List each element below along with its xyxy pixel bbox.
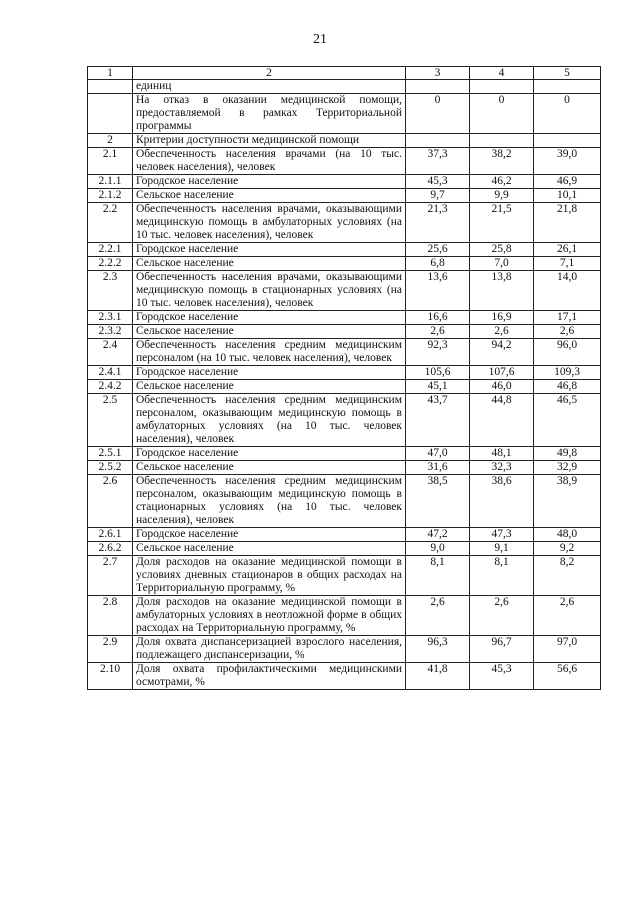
value-col3-cell: 31,6 — [406, 461, 470, 475]
indicator-name-cell: Обеспеченность населения врачами (на 10 тыс. человек населения), человек — [133, 148, 406, 175]
indicator-name-cell: Сельское население — [133, 542, 406, 556]
value-col4-cell: 47,3 — [470, 528, 534, 542]
header-cell-1: 1 — [88, 67, 133, 80]
value-col3-cell: 21,3 — [406, 203, 470, 243]
indicator-name-cell: Обеспеченность населения врачами, оказывающими медицинскую помощь в стационарных условиях (на 10 тыс. человек населения), человек — [133, 271, 406, 311]
row-number-cell: 2.10 — [88, 663, 133, 690]
table-row — [88, 257, 601, 271]
value-col3-cell: 105,6 — [406, 366, 470, 380]
header-cell-3: 3 — [406, 67, 470, 80]
page-number: 21 — [313, 32, 327, 47]
table-row — [88, 663, 601, 690]
indicator-name-cell: Городское население — [133, 366, 406, 380]
value-col3-cell: 38,5 — [406, 475, 470, 528]
table-row — [88, 636, 601, 663]
value-col4-cell: 9,1 — [470, 542, 534, 556]
indicator-name-cell: Критерии доступности медицинской помощи — [133, 134, 406, 148]
row-number-cell: 2.5.1 — [88, 447, 133, 461]
value-col3-cell: 16,6 — [406, 311, 470, 325]
indicator-name-cell: Доля расходов на оказание медицинской помощи в условиях дневных стационаров в общих расходах на Территориальную программу, % — [133, 556, 406, 596]
table-row — [88, 556, 601, 596]
row-number-cell — [88, 80, 133, 94]
table-row — [88, 394, 601, 447]
value-col4-cell: 94,2 — [470, 339, 534, 366]
indicator-name-cell: Городское население — [133, 311, 406, 325]
value-col3-cell — [406, 134, 470, 148]
indicator-name-cell: Обеспеченность населения средним медицинским персоналом, оказывающим медицинскую помощь в стационарных условиях (на 10 тыс. человек населения), человек — [133, 475, 406, 528]
value-col5-cell: 21,8 — [534, 203, 601, 243]
header-cell-2: 2 — [133, 67, 406, 80]
table-row — [88, 134, 601, 148]
value-col3-cell: 8,1 — [406, 556, 470, 596]
value-col3-cell: 47,2 — [406, 528, 470, 542]
value-col3-cell: 25,6 — [406, 243, 470, 257]
value-col4-cell: 13,8 — [470, 271, 534, 311]
indicator-name-cell: Городское население — [133, 528, 406, 542]
value-col5-cell — [534, 134, 601, 148]
value-col4-cell: 7,0 — [470, 257, 534, 271]
value-col3-cell: 9,0 — [406, 542, 470, 556]
indicator-name-cell: Городское население — [133, 243, 406, 257]
value-col4-cell: 48,1 — [470, 447, 534, 461]
value-col5-cell: 7,1 — [534, 257, 601, 271]
row-number-cell: 2.6.1 — [88, 528, 133, 542]
row-number-cell: 2.3.1 — [88, 311, 133, 325]
value-col4-cell — [470, 134, 534, 148]
table-row — [88, 148, 601, 175]
table-row — [88, 325, 601, 339]
value-col4-cell: 9,9 — [470, 189, 534, 203]
value-col5-cell — [534, 80, 601, 94]
row-number-cell: 2.5 — [88, 394, 133, 447]
value-col5-cell: 2,6 — [534, 596, 601, 636]
value-col3-cell: 0 — [406, 94, 470, 134]
table-row — [88, 203, 601, 243]
table-row — [88, 366, 601, 380]
table-row — [88, 542, 601, 556]
value-col5-cell: 17,1 — [534, 311, 601, 325]
value-col3-cell: 45,1 — [406, 380, 470, 394]
row-number-cell — [88, 94, 133, 134]
indicator-name-cell: Сельское население — [133, 325, 406, 339]
row-number-cell: 2.8 — [88, 596, 133, 636]
table-row — [88, 243, 601, 257]
value-col3-cell: 2,6 — [406, 596, 470, 636]
value-col3-cell: 9,7 — [406, 189, 470, 203]
value-col4-cell: 8,1 — [470, 556, 534, 596]
value-col5-cell: 49,8 — [534, 447, 601, 461]
value-col5-cell: 97,0 — [534, 636, 601, 663]
value-col3-cell: 37,3 — [406, 148, 470, 175]
value-col5-cell: 9,2 — [534, 542, 601, 556]
value-col5-cell: 32,9 — [534, 461, 601, 475]
value-col4-cell: 32,3 — [470, 461, 534, 475]
row-number-cell: 2.7 — [88, 556, 133, 596]
value-col4-cell — [470, 80, 534, 94]
indicator-name-cell: Сельское население — [133, 189, 406, 203]
value-col4-cell: 2,6 — [470, 596, 534, 636]
value-col3-cell — [406, 80, 470, 94]
value-col3-cell: 13,6 — [406, 271, 470, 311]
value-col3-cell: 96,3 — [406, 636, 470, 663]
row-number-cell: 2.1 — [88, 148, 133, 175]
value-col4-cell: 46,0 — [470, 380, 534, 394]
criteria-table — [87, 66, 601, 690]
table-row — [88, 461, 601, 475]
row-number-cell: 2.6 — [88, 475, 133, 528]
value-col3-cell: 6,8 — [406, 257, 470, 271]
table-row — [88, 528, 601, 542]
value-col3-cell: 43,7 — [406, 394, 470, 447]
value-col5-cell: 8,2 — [534, 556, 601, 596]
table-row — [88, 447, 601, 461]
table-row — [88, 271, 601, 311]
indicator-name-cell: На отказ в оказании медицинской помощи, предоставляемой в рамках Территориальной программы — [133, 94, 406, 134]
row-number-cell: 2.3 — [88, 271, 133, 311]
indicator-name-cell: единиц — [133, 80, 406, 94]
value-col3-cell: 2,6 — [406, 325, 470, 339]
table-header-row — [88, 67, 601, 80]
indicator-name-cell: Доля охвата диспансеризацией взрослого населения, подлежащего диспансеризации, % — [133, 636, 406, 663]
table-row — [88, 339, 601, 366]
table-row — [88, 175, 601, 189]
value-col5-cell: 10,1 — [534, 189, 601, 203]
row-number-cell: 2.9 — [88, 636, 133, 663]
indicator-name-cell: Сельское население — [133, 461, 406, 475]
row-number-cell: 2 — [88, 134, 133, 148]
row-number-cell: 2.2 — [88, 203, 133, 243]
indicator-name-cell: Доля охвата профилактическими медицинскими осмотрами, % — [133, 663, 406, 690]
indicator-name-cell: Городское население — [133, 447, 406, 461]
value-col3-cell: 92,3 — [406, 339, 470, 366]
value-col5-cell: 96,0 — [534, 339, 601, 366]
value-col5-cell: 46,8 — [534, 380, 601, 394]
table-row — [88, 311, 601, 325]
value-col5-cell: 14,0 — [534, 271, 601, 311]
value-col5-cell: 109,3 — [534, 366, 601, 380]
value-col5-cell: 48,0 — [534, 528, 601, 542]
value-col4-cell: 25,8 — [470, 243, 534, 257]
table-row — [88, 475, 601, 528]
value-col5-cell: 46,9 — [534, 175, 601, 189]
indicator-name-cell: Сельское население — [133, 380, 406, 394]
value-col3-cell: 47,0 — [406, 447, 470, 461]
value-col5-cell: 39,0 — [534, 148, 601, 175]
value-col4-cell: 38,6 — [470, 475, 534, 528]
value-col4-cell: 107,6 — [470, 366, 534, 380]
value-col5-cell: 0 — [534, 94, 601, 134]
row-number-cell: 2.2.1 — [88, 243, 133, 257]
value-col5-cell: 2,6 — [534, 325, 601, 339]
row-number-cell: 2.4.1 — [88, 366, 133, 380]
value-col3-cell: 45,3 — [406, 175, 470, 189]
row-number-cell: 2.4 — [88, 339, 133, 366]
indicator-name-cell: Городское население — [133, 175, 406, 189]
indicator-name-cell: Доля расходов на оказание медицинской помощи в амбулаторных условиях в неотложной форме в общих расходах на Территориальную программу, % — [133, 596, 406, 636]
value-col5-cell: 46,5 — [534, 394, 601, 447]
header-cell-5: 5 — [534, 67, 601, 80]
row-number-cell: 2.1.2 — [88, 189, 133, 203]
value-col4-cell: 0 — [470, 94, 534, 134]
table-row — [88, 94, 601, 134]
row-number-cell: 2.6.2 — [88, 542, 133, 556]
row-number-cell: 2.4.2 — [88, 380, 133, 394]
indicator-name-cell: Обеспеченность населения врачами, оказывающими медицинскую помощь в амбулаторных условиях (на 10 тыс. человек населения), человек — [133, 203, 406, 243]
indicator-name-cell: Обеспеченность населения средним медицинским персоналом (на 10 тыс. человек населения), человек — [133, 339, 406, 366]
header-cell-4: 4 — [470, 67, 534, 80]
value-col3-cell: 41,8 — [406, 663, 470, 690]
value-col4-cell: 46,2 — [470, 175, 534, 189]
indicator-name-cell: Сельское население — [133, 257, 406, 271]
value-col4-cell: 45,3 — [470, 663, 534, 690]
value-col4-cell: 38,2 — [470, 148, 534, 175]
value-col4-cell: 16,9 — [470, 311, 534, 325]
indicator-name-cell: Обеспеченность населения средним медицинским персоналом, оказывающим медицинскую помощь в амбулаторных условиях (на 10 тыс. человек населения), человек — [133, 394, 406, 447]
row-number-cell: 2.5.2 — [88, 461, 133, 475]
table-row — [88, 596, 601, 636]
value-col4-cell: 44,8 — [470, 394, 534, 447]
table-row — [88, 380, 601, 394]
value-col4-cell: 21,5 — [470, 203, 534, 243]
row-number-cell: 2.1.1 — [88, 175, 133, 189]
table-row — [88, 189, 601, 203]
value-col5-cell: 56,6 — [534, 663, 601, 690]
table-row — [88, 80, 601, 94]
value-col4-cell: 96,7 — [470, 636, 534, 663]
row-number-cell: 2.3.2 — [88, 325, 133, 339]
value-col5-cell: 26,1 — [534, 243, 601, 257]
value-col4-cell: 2,6 — [470, 325, 534, 339]
value-col5-cell: 38,9 — [534, 475, 601, 528]
row-number-cell: 2.2.2 — [88, 257, 133, 271]
